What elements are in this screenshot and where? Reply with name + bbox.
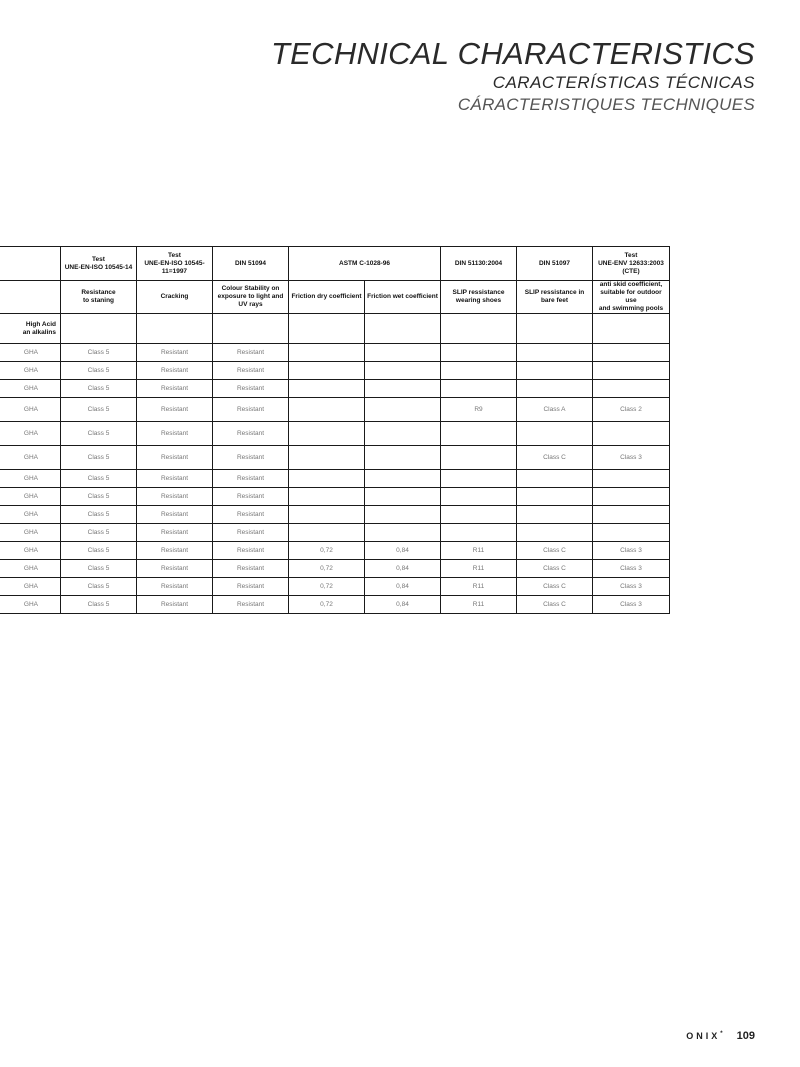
table-row — [0, 506, 670, 524]
table-row — [0, 578, 670, 596]
table-cell-c1: Class 5 — [61, 344, 137, 362]
table-cell-c2: Resistant — [137, 542, 213, 560]
table-cell-c1: Class 5 — [61, 470, 137, 488]
table-cell-c1: Class 5 — [61, 446, 137, 470]
table-cell-c5 — [365, 380, 441, 398]
table-cell-c6 — [441, 488, 517, 506]
table-cell-c0: GHA — [0, 524, 61, 542]
table-cell-c6 — [441, 470, 517, 488]
table-cell-c5 — [365, 488, 441, 506]
table-cell-c6 — [441, 362, 517, 380]
table-cell-c4 — [289, 380, 365, 398]
table-cell-c2: Resistant — [137, 362, 213, 380]
table-cell-c7 — [517, 422, 593, 446]
table-cell-c8: Class 3 — [593, 560, 670, 578]
empty-cell — [441, 314, 517, 344]
table-cell-c8 — [593, 488, 670, 506]
table-cell-c7: Class C — [517, 446, 593, 470]
brand-logo — [686, 1031, 722, 1041]
title-french: CÁRACTERISTIQUES TECHNIQUES — [457, 95, 755, 114]
prop-col1: Resistance to staning — [61, 281, 137, 314]
table-cell-c3: Resistant — [213, 578, 289, 596]
table-cell-c1: Class 5 — [61, 560, 137, 578]
std-col6: DIN 51130:2004 — [441, 247, 517, 281]
table-cell-c3: Resistant — [213, 488, 289, 506]
table-cell-c8: Class 3 — [593, 542, 670, 560]
page-number: 109 — [736, 1030, 755, 1042]
table-cell-c8: Class 3 — [593, 578, 670, 596]
table-cell-c0: GHA — [0, 398, 61, 422]
table-cell-c8 — [593, 506, 670, 524]
table-row — [0, 488, 670, 506]
table-row — [0, 542, 670, 560]
prop-col8: anti skid coefficient, suitable for outdoor use and swimming pools — [593, 281, 670, 314]
table-row — [0, 446, 670, 470]
prop-col4: Friction dry coefficient — [289, 281, 365, 314]
table-row — [0, 380, 670, 398]
table-cell-c7 — [517, 470, 593, 488]
table-cell-c5 — [365, 506, 441, 524]
table-cell-c6 — [441, 422, 517, 446]
table-cell-c7: Class C — [517, 578, 593, 596]
table-cell-c7: Class C — [517, 542, 593, 560]
table-row — [0, 344, 670, 362]
table-cell-c3: Resistant — [213, 362, 289, 380]
table-cell-c2: Resistant — [137, 506, 213, 524]
table-cell-c7 — [517, 524, 593, 542]
std-col8: Test UNE-ENV 12633:2003 (CTE) — [593, 247, 670, 281]
table-cell-c2: Resistant — [137, 470, 213, 488]
table-cell-c8: Class 2 — [593, 398, 670, 422]
table-cell-c3: Resistant — [213, 506, 289, 524]
table-cell-c0: GHA — [0, 596, 61, 614]
table-cell-c8 — [593, 362, 670, 380]
table-cell-c0: GHA — [0, 578, 61, 596]
table-cell-c6 — [441, 446, 517, 470]
table-cell-c0: GHA — [0, 380, 61, 398]
table-cell-c7 — [517, 488, 593, 506]
page-footer — [686, 1030, 755, 1042]
table-cell-c3: Resistant — [213, 398, 289, 422]
empty-cell — [593, 314, 670, 344]
table-row — [0, 398, 670, 422]
empty-cell — [137, 314, 213, 344]
table-cell-c4 — [289, 488, 365, 506]
table-cell-c1: Class 5 — [61, 578, 137, 596]
table-cell-c1: Class 5 — [61, 380, 137, 398]
table-cell-c0: GHA — [0, 362, 61, 380]
table-cell-c7 — [517, 362, 593, 380]
std-col45: ASTM C-1028-96 — [289, 247, 441, 281]
prop-col7: SLIP ressistance in bare feet — [517, 281, 593, 314]
std-col2: Test UNE-EN-ISO 10545- 11=1997 — [137, 247, 213, 281]
table-cell-c0: GHA — [0, 470, 61, 488]
table-cell-c3: Resistant — [213, 560, 289, 578]
table-cell-c3: Resistant — [213, 470, 289, 488]
prop-col5: Friction wet coefficient — [365, 281, 441, 314]
prop-col3: Colour Stability on exposure to light and UV rays — [213, 281, 289, 314]
table-cell-c8 — [593, 380, 670, 398]
table-cell-c2: Resistant — [137, 380, 213, 398]
table-cell-c6: R11 — [441, 578, 517, 596]
standards-first-cell — [0, 247, 61, 281]
table-row — [0, 470, 670, 488]
table-cell-c1: Class 5 — [61, 362, 137, 380]
table-cell-c2: Resistant — [137, 560, 213, 578]
technical-table — [0, 246, 670, 614]
std-col1: Test UNE-EN-ISO 10545-14 — [61, 247, 137, 281]
table-cell-c1: Class 5 — [61, 542, 137, 560]
table-cell-c4: 0,72 — [289, 596, 365, 614]
standards-row — [0, 247, 670, 281]
table-cell-c5: 0,84 — [365, 596, 441, 614]
title-block — [271, 36, 755, 116]
table-cell-c6: R11 — [441, 542, 517, 560]
table-cell-c2: Resistant — [137, 344, 213, 362]
table-cell-c3: Resistant — [213, 344, 289, 362]
table-cell-c5 — [365, 344, 441, 362]
table-cell-c0: GHA — [0, 422, 61, 446]
prop-col2: Cracking — [137, 281, 213, 314]
properties-row — [0, 281, 670, 314]
table-cell-c2: Resistant — [137, 488, 213, 506]
empty-cell — [517, 314, 593, 344]
table-cell-c2: Resistant — [137, 596, 213, 614]
table-cell-c3: Resistant — [213, 422, 289, 446]
table-cell-c6: R11 — [441, 560, 517, 578]
table-cell-c5 — [365, 524, 441, 542]
table-cell-c1: Class 5 — [61, 398, 137, 422]
table-cell-c0: GHA — [0, 446, 61, 470]
table-cell-c4 — [289, 362, 365, 380]
table-cell-c1: Class 5 — [61, 596, 137, 614]
table-cell-c4 — [289, 344, 365, 362]
table-cell-c4 — [289, 446, 365, 470]
table-cell-c6: R9 — [441, 398, 517, 422]
table-row — [0, 524, 670, 542]
table-cell-c8: Class 3 — [593, 596, 670, 614]
chemical-row — [0, 314, 670, 344]
table-cell-c8 — [593, 524, 670, 542]
table-cell-c8 — [593, 470, 670, 488]
table-cell-c5 — [365, 446, 441, 470]
table-cell-c4 — [289, 422, 365, 446]
table-cell-c3: Resistant — [213, 542, 289, 560]
table-cell-c4 — [289, 506, 365, 524]
table-cell-c7 — [517, 380, 593, 398]
table-cell-c6 — [441, 506, 517, 524]
table-cell-c6: R11 — [441, 596, 517, 614]
table-cell-c1: Class 5 — [61, 506, 137, 524]
table-cell-c2: Resistant — [137, 446, 213, 470]
table-cell-c5 — [365, 398, 441, 422]
table-cell-c6 — [441, 524, 517, 542]
table-cell-c3: Resistant — [213, 596, 289, 614]
table-cell-c6 — [441, 380, 517, 398]
table-cell-c7: Class A — [517, 398, 593, 422]
table-cell-c4: 0,72 — [289, 542, 365, 560]
table-row — [0, 362, 670, 380]
table-cell-c0: GHA — [0, 542, 61, 560]
table-cell-c6 — [441, 344, 517, 362]
table-cell-c7 — [517, 344, 593, 362]
table-cell-c4 — [289, 470, 365, 488]
table-cell-c2: Resistant — [137, 398, 213, 422]
brand-name: ONIX — [686, 1031, 721, 1041]
table-cell-c4: 0,72 — [289, 560, 365, 578]
table-cell-c2: Resistant — [137, 578, 213, 596]
properties-first-cell — [0, 281, 61, 314]
table-cell-c5: 0,84 — [365, 542, 441, 560]
empty-cell — [61, 314, 137, 344]
empty-cell — [213, 314, 289, 344]
table-cell-c8: Class 3 — [593, 446, 670, 470]
table-row — [0, 422, 670, 446]
empty-cell — [289, 314, 365, 344]
std-col7: DIN 51097 — [517, 247, 593, 281]
table-cell-c3: Resistant — [213, 524, 289, 542]
table-cell-c1: Class 5 — [61, 422, 137, 446]
table-cell-c2: Resistant — [137, 422, 213, 446]
table-cell-c2: Resistant — [137, 524, 213, 542]
title-english: TECHNICAL CHARACTERISTICS — [270, 36, 755, 71]
table-cell-c5: 0,84 — [365, 560, 441, 578]
table-cell-c4 — [289, 524, 365, 542]
table-cell-c0: GHA — [0, 560, 61, 578]
table-cell-c0: GHA — [0, 344, 61, 362]
empty-cell — [365, 314, 441, 344]
table-cell-c3: Resistant — [213, 380, 289, 398]
table-cell-c5: 0,84 — [365, 578, 441, 596]
table-cell-c7: Class C — [517, 596, 593, 614]
brand-mark: * — [720, 1031, 723, 1037]
table-cell-c7: Class C — [517, 560, 593, 578]
table-cell-c1: Class 5 — [61, 524, 137, 542]
title-spanish: CARACTERÍSTICAS TÉCNICAS — [492, 73, 755, 92]
table-cell-c1: Class 5 — [61, 488, 137, 506]
table-cell-c5 — [365, 470, 441, 488]
table-cell-c0: GHA — [0, 506, 61, 524]
table-cell-c3: Resistant — [213, 446, 289, 470]
table-row — [0, 560, 670, 578]
table-row — [0, 596, 670, 614]
table-cell-c8 — [593, 422, 670, 446]
prop-col6: SLIP ressistance wearing shoes — [441, 281, 517, 314]
table-cell-c5 — [365, 362, 441, 380]
table-cell-c4 — [289, 398, 365, 422]
table-cell-c8 — [593, 344, 670, 362]
table-cell-c4: 0,72 — [289, 578, 365, 596]
table-cell-c5 — [365, 422, 441, 446]
table-cell-c7 — [517, 506, 593, 524]
chemical-label: High Acid an alkalins — [0, 314, 61, 344]
table-cell-c0: GHA — [0, 488, 61, 506]
std-col3: DIN 51094 — [213, 247, 289, 281]
